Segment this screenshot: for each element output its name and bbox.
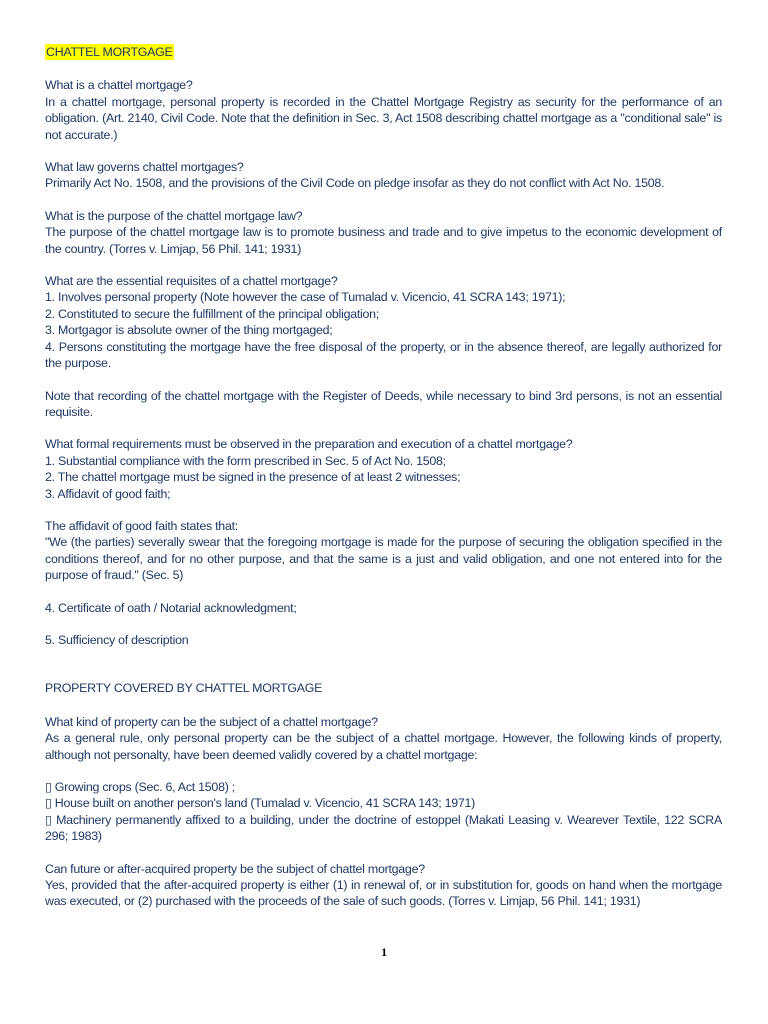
list-item: 3. Mortgagor is absolute owner of the thing mortgaged; xyxy=(45,323,333,338)
question: Can future or after-acquired property be the subject of chattel mortgage? xyxy=(45,861,425,876)
qa-property-kind xyxy=(45,714,722,763)
bullet-glyph-icon: ▯ xyxy=(45,780,52,794)
affidavit-intro: The affidavit of good faith states that: xyxy=(45,518,238,533)
answer: As a general rule, only personal property can be the subject of a chattel mortgage. However, the following kinds of property, although not personalty, have been deemed validly covered by a chattel mortgage: xyxy=(45,731,722,762)
affidavit-quote: "We (the parties) severally swear that the foregoing mortgage is made for the purpose of securing the obligation specified in the conditions thereof, and for no other purpose, and that the same is a just and valid obligation, and one not entered into for the purpose of fraud." (Sec. 5) xyxy=(45,535,722,583)
list-item: 2. The chattel mortgage must be signed in the presence of at least 2 witnesses; xyxy=(45,470,461,485)
list-item: 1. Substantial compliance with the form prescribed in Sec. 5 of Act No. 1508; xyxy=(45,453,446,468)
list-item: 4. Persons constituting the mortgage have the free disposal of the property, or in the absence thereof, are legally authorized for the purpose. xyxy=(45,339,722,371)
qa-after-acquired xyxy=(45,861,722,910)
answer: The purpose of the chattel mortgage law is to promote business and trade and to give impetus to the economic development of the country. (Torres v. Limjap, 56 Phil. 141; 1931) xyxy=(45,225,722,256)
page-number: 1 xyxy=(381,945,387,959)
bullet-glyph-icon: ▯ xyxy=(45,812,52,827)
question: What formal requirements must be observed in the preparation and execution of a chattel mortgage? xyxy=(45,437,573,452)
list-item: 5. Sufficiency of description xyxy=(45,632,189,647)
qa-formal-requirements xyxy=(45,436,722,502)
qa-definition xyxy=(45,77,722,143)
question: What is a chattel mortgage? xyxy=(45,78,193,93)
qa-purpose xyxy=(45,208,722,257)
formal-item-5 xyxy=(45,632,722,648)
affidavit-block xyxy=(45,518,722,584)
list-item: 1. Involves personal property (Note however the case of Tumalad v. Vicencio, 41 SCRA 143; 1971); xyxy=(45,290,566,305)
answer: In a chattel mortgage, personal property is recorded in the Chattel Mortgage Registry as security for the performance of an obligation. (Art. 2140, Civil Code. Note that the definition in Sec. 3, Act 1508 describing chattel mortgage as a "conditional sale" is not accurate.) xyxy=(45,94,722,142)
bullet-item xyxy=(45,795,722,811)
formal-item-4 xyxy=(45,600,722,616)
bullet-text: Growing crops (Sec. 6, Act 1508) ; xyxy=(54,780,235,794)
note-recording xyxy=(45,388,722,421)
bullet-item xyxy=(45,779,722,795)
list-item: 2. Constituted to secure the fulfillment of the principal obligation; xyxy=(45,306,380,321)
bullet-text: Machinery permanently affixed to a building, under the doctrine of estoppel (Makati Leasing v. Wearever Textile, 122 SCRA 296; 1983) xyxy=(45,812,722,844)
bullet-item xyxy=(45,812,722,845)
bullet-glyph-icon: ▯ xyxy=(45,796,52,811)
note-text: Note that recording of the chattel mortgage with the Register of Deeds, while necessary to bind 3rd persons, is not an essential requisite. xyxy=(45,388,722,419)
list-item: 3. Affidavit of good faith; xyxy=(45,486,171,501)
property-bullet-list xyxy=(45,779,722,845)
qa-governing-law xyxy=(45,159,722,192)
qa-requisites xyxy=(45,273,722,371)
question: What are the essential requisites of a chattel mortgage? xyxy=(45,274,338,289)
question: What kind of property can be the subject of a chattel mortgage? xyxy=(45,714,378,729)
question: What law governs chattel mortgages? xyxy=(45,160,244,175)
answer: Primarily Act No. 1508, and the provisions of the Civil Code on pledge insofar as they do not conflict with Act No. 1508. xyxy=(45,176,665,191)
document-title: CHATTEL MORTGAGE xyxy=(46,45,173,59)
answer: Yes, provided that the after-acquired property is either (1) in renewal of, or in substitution for, goods on hand when the mortgage was executed, or (2) purchased with the proceeds of the sale of such goods. (Torres v. Limjap, 56 Phil. 141; 1931) xyxy=(45,878,722,909)
list-item: 4. Certificate of oath / Notarial acknowledgment; xyxy=(45,600,297,615)
bullet-text: House built on another person's land (Tumalad v. Vicencio, 41 SCRA 143; 1971) xyxy=(54,796,476,811)
section-heading: PROPERTY COVERED BY CHATTEL MORTGAGE xyxy=(45,681,323,696)
question: What is the purpose of the chattel mortgage law? xyxy=(45,208,303,223)
